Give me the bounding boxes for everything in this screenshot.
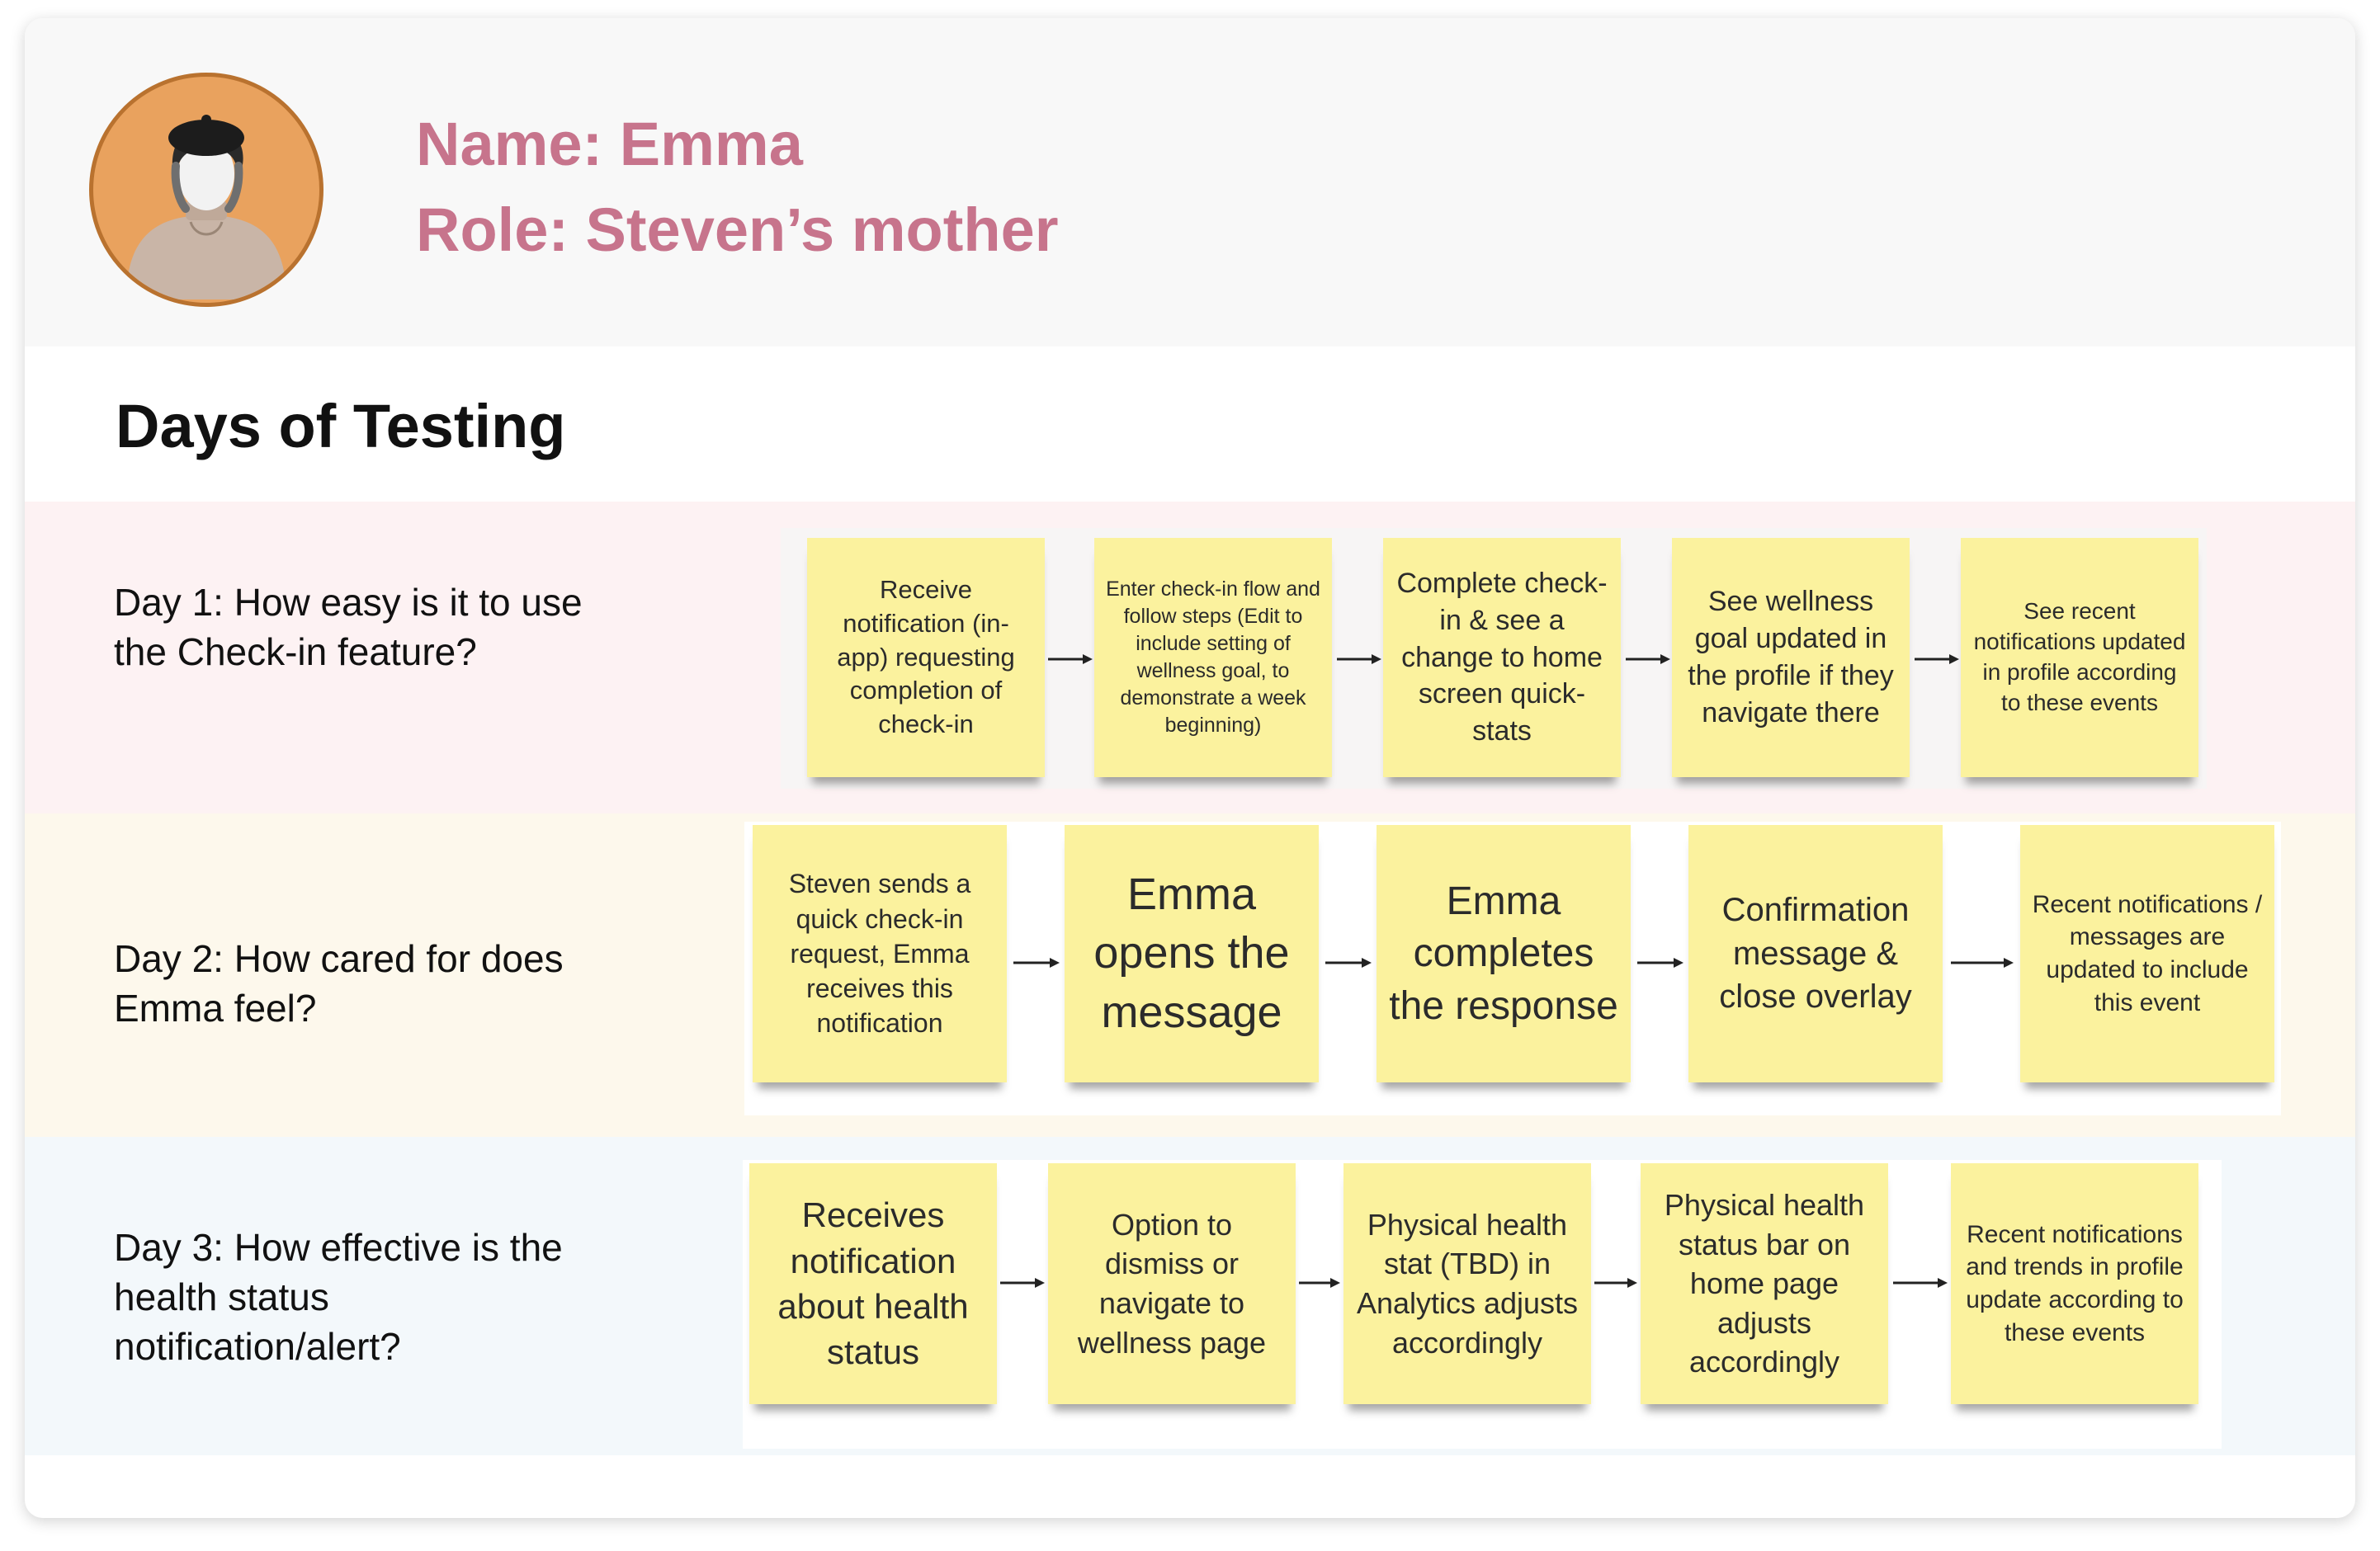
arrow-right-icon bbox=[1048, 652, 1093, 667]
arrow-right-icon bbox=[1915, 652, 1959, 667]
day-1-flow bbox=[781, 528, 2207, 789]
persona-header bbox=[25, 18, 2355, 346]
arrow-right-icon bbox=[1325, 955, 1372, 970]
sticky-note: Option to dismiss or navigate to wellness page bbox=[1048, 1163, 1296, 1404]
day-3-question: Day 3: How effective is the health status notification/alert? bbox=[114, 1226, 563, 1368]
day-1-row bbox=[25, 502, 2355, 813]
persona-card bbox=[25, 18, 2355, 1518]
sticky-note: Recent notifications and trends in profile update according to these events bbox=[1951, 1163, 2198, 1404]
sticky-note: See wellness goal updated in the profile if they navigate there bbox=[1672, 538, 1910, 777]
day-3-flow bbox=[743, 1160, 2222, 1449]
arrow-right-icon bbox=[1000, 1275, 1045, 1290]
avatar bbox=[89, 73, 323, 307]
person-icon bbox=[93, 77, 319, 303]
sticky-note: Enter check-in flow and follow steps (Edit to include setting of wellness goal, to demonstrate a week beginning) bbox=[1094, 538, 1332, 777]
day-2-row bbox=[25, 813, 2355, 1137]
arrow-right-icon bbox=[1626, 652, 1670, 667]
sticky-note: Steven sends a quick check-in request, Emma receives this notification bbox=[753, 825, 1007, 1082]
day-2-flow bbox=[744, 822, 2281, 1115]
sticky-note: Physical health status bar on home page adjusts accordingly bbox=[1641, 1163, 1888, 1404]
day-3-row bbox=[25, 1137, 2355, 1455]
persona-role: Role: Steven’s mother bbox=[416, 196, 1059, 264]
arrow-right-icon bbox=[1594, 1275, 1637, 1290]
sticky-note: Physical health stat (TBD) in Analytics adjusts accordingly bbox=[1343, 1163, 1591, 1404]
sticky-note: Confirmation message & close overlay bbox=[1688, 825, 1943, 1082]
sticky-note: See recent notifications updated in profile according to these events bbox=[1961, 538, 2198, 777]
sticky-note: Receive notification (in-app) requesting completion of check-in bbox=[807, 538, 1045, 777]
sticky-note: Complete check-in & see a change to home screen quick-stats bbox=[1383, 538, 1621, 777]
sticky-note: Emma completes the response bbox=[1377, 825, 1631, 1082]
sticky-note: Recent notifications / messages are updated to include this event bbox=[2020, 825, 2274, 1082]
persona-name: Name: Emma bbox=[416, 110, 803, 178]
day-2-question: Day 2: How cared for does Emma feel? bbox=[114, 937, 564, 1030]
section-title: Days of Testing bbox=[116, 392, 566, 460]
arrow-right-icon bbox=[1951, 955, 2014, 970]
day-1-question: Day 1: How easy is it to use the Check-in feature? bbox=[114, 581, 583, 673]
arrow-right-icon bbox=[1013, 955, 1060, 970]
sticky-note: Emma opens the message bbox=[1065, 825, 1319, 1082]
arrow-right-icon bbox=[1299, 1275, 1340, 1290]
sticky-note: Receives notification about health status bbox=[749, 1163, 997, 1404]
arrow-right-icon bbox=[1893, 1275, 1948, 1290]
arrow-right-icon bbox=[1337, 652, 1381, 667]
arrow-right-icon bbox=[1637, 955, 1683, 970]
